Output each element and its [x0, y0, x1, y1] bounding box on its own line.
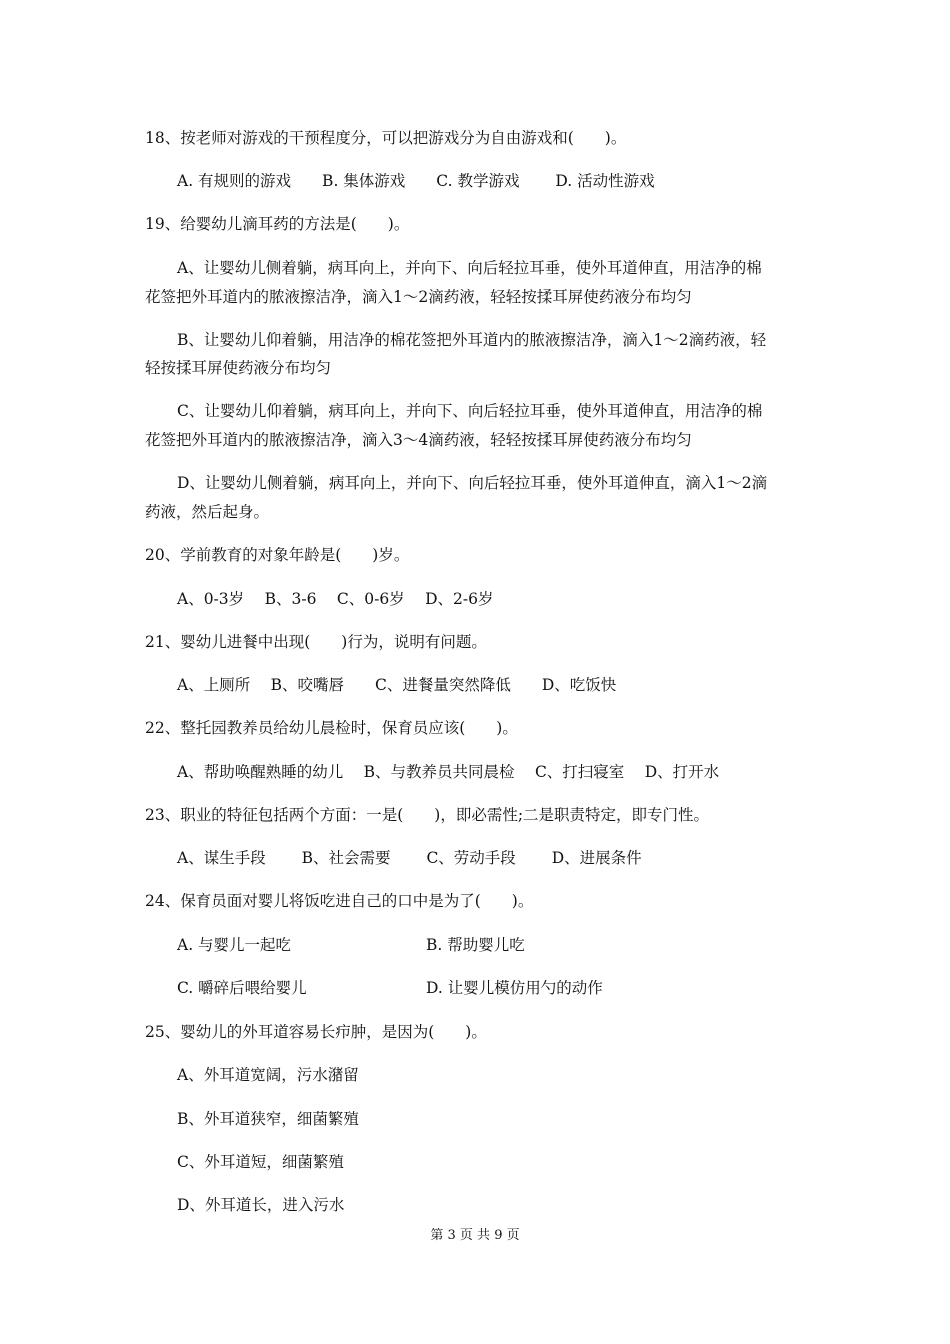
question-24-option-b: B. 帮助婴儿吃: [426, 936, 525, 954]
question-20-options: A、0-3岁 B、3-6 C、0-6岁 D、2-6岁: [177, 590, 494, 608]
question-24-option-c: C. 嚼碎后喂给婴儿: [177, 979, 307, 997]
question-21-options: A、上厕所 B、咬嘴唇 C、进餐量突然降低 D、吃饭快: [177, 676, 617, 694]
question-22: 22、整托园教养员给幼儿晨检时，保育员应该( )。: [145, 719, 518, 737]
question-19-option-d-line2: 药液，然后起身。: [145, 503, 270, 521]
question-19-option-a-line1: A、让婴幼儿侧着躺，病耳向上，并向下、向后轻拉耳垂，使外耳道伸直，用洁净的棉: [177, 259, 762, 277]
question-19-option-b-line2: 轻按揉耳屏使药液分布均匀: [145, 359, 332, 377]
question-25-option-d: D、外耳道长，进入污水: [177, 1196, 345, 1214]
question-21: 21、婴幼儿进餐中出现( )行为，说明有问题。: [145, 633, 487, 651]
question-23-options: A、谋生手段 B、社会需要 C、劳动手段 D、进展条件: [177, 849, 642, 867]
question-20: 20、学前教育的对象年龄是( )岁。: [145, 546, 410, 564]
question-24: 24、保育员面对婴儿将饭吃进自己的口中是为了( )。: [145, 892, 534, 910]
question-25-option-a: A、外耳道宽阔，污水潴留: [177, 1066, 359, 1084]
question-25-option-c: C、外耳道短，细菌繁殖: [177, 1153, 344, 1171]
question-24-option-a: A. 与婴儿一起吃: [177, 936, 292, 954]
question-25: 25、婴幼儿的外耳道容易长疖肿，是因为( )。: [145, 1023, 487, 1041]
question-19-option-a-line2: 花签把外耳道内的脓液擦洁净，滴入1～2滴药液，轻轻按揉耳屏使药液分布均匀: [145, 288, 692, 306]
question-19: 19、给婴幼儿滴耳药的方法是( )。: [145, 215, 410, 233]
question-25-option-b: B、外耳道狭窄，细菌繁殖: [177, 1110, 359, 1128]
question-19-option-c-line2: 花签把外耳道内的脓液擦洁净，滴入3～4滴药液，轻轻按揉耳屏使药液分布均匀: [145, 431, 692, 449]
question-19-option-d-line1: D、让婴幼儿侧着躺，病耳向上，并向下、向后轻拉耳垂，使外耳道伸直，滴入1～2滴: [177, 474, 768, 492]
question-18: 18、按老师对游戏的干预程度分，可以把游戏分为自由游戏和( )。: [145, 129, 627, 147]
page-number-footer: 第 3 页 共 9 页: [430, 1228, 520, 1243]
question-24-option-d: D. 让婴儿模仿用勺的动作: [426, 979, 603, 997]
question-23: 23、职业的特征包括两个方面：一是( )，即必需性;二是职责特定，即专门性。: [145, 806, 710, 824]
question-19-option-b-line1: B、让婴幼儿仰着躺，用洁净的棉花签把外耳道内的脓液擦洁净，滴入1～2滴药液，轻: [177, 331, 767, 349]
question-19-option-c-line1: C、让婴幼儿仰着躺，病耳向上，并向下、向后轻拉耳垂，使外耳道伸直，用洁净的棉: [177, 402, 763, 420]
question-18-options: A. 有规则的游戏 B. 集体游戏 C. 教学游戏 D. 活动性游戏: [177, 172, 655, 190]
question-22-options: A、帮助唤醒熟睡的幼儿 B、与教养员共同晨检 C、打扫寝室 D、打开水: [177, 763, 720, 781]
